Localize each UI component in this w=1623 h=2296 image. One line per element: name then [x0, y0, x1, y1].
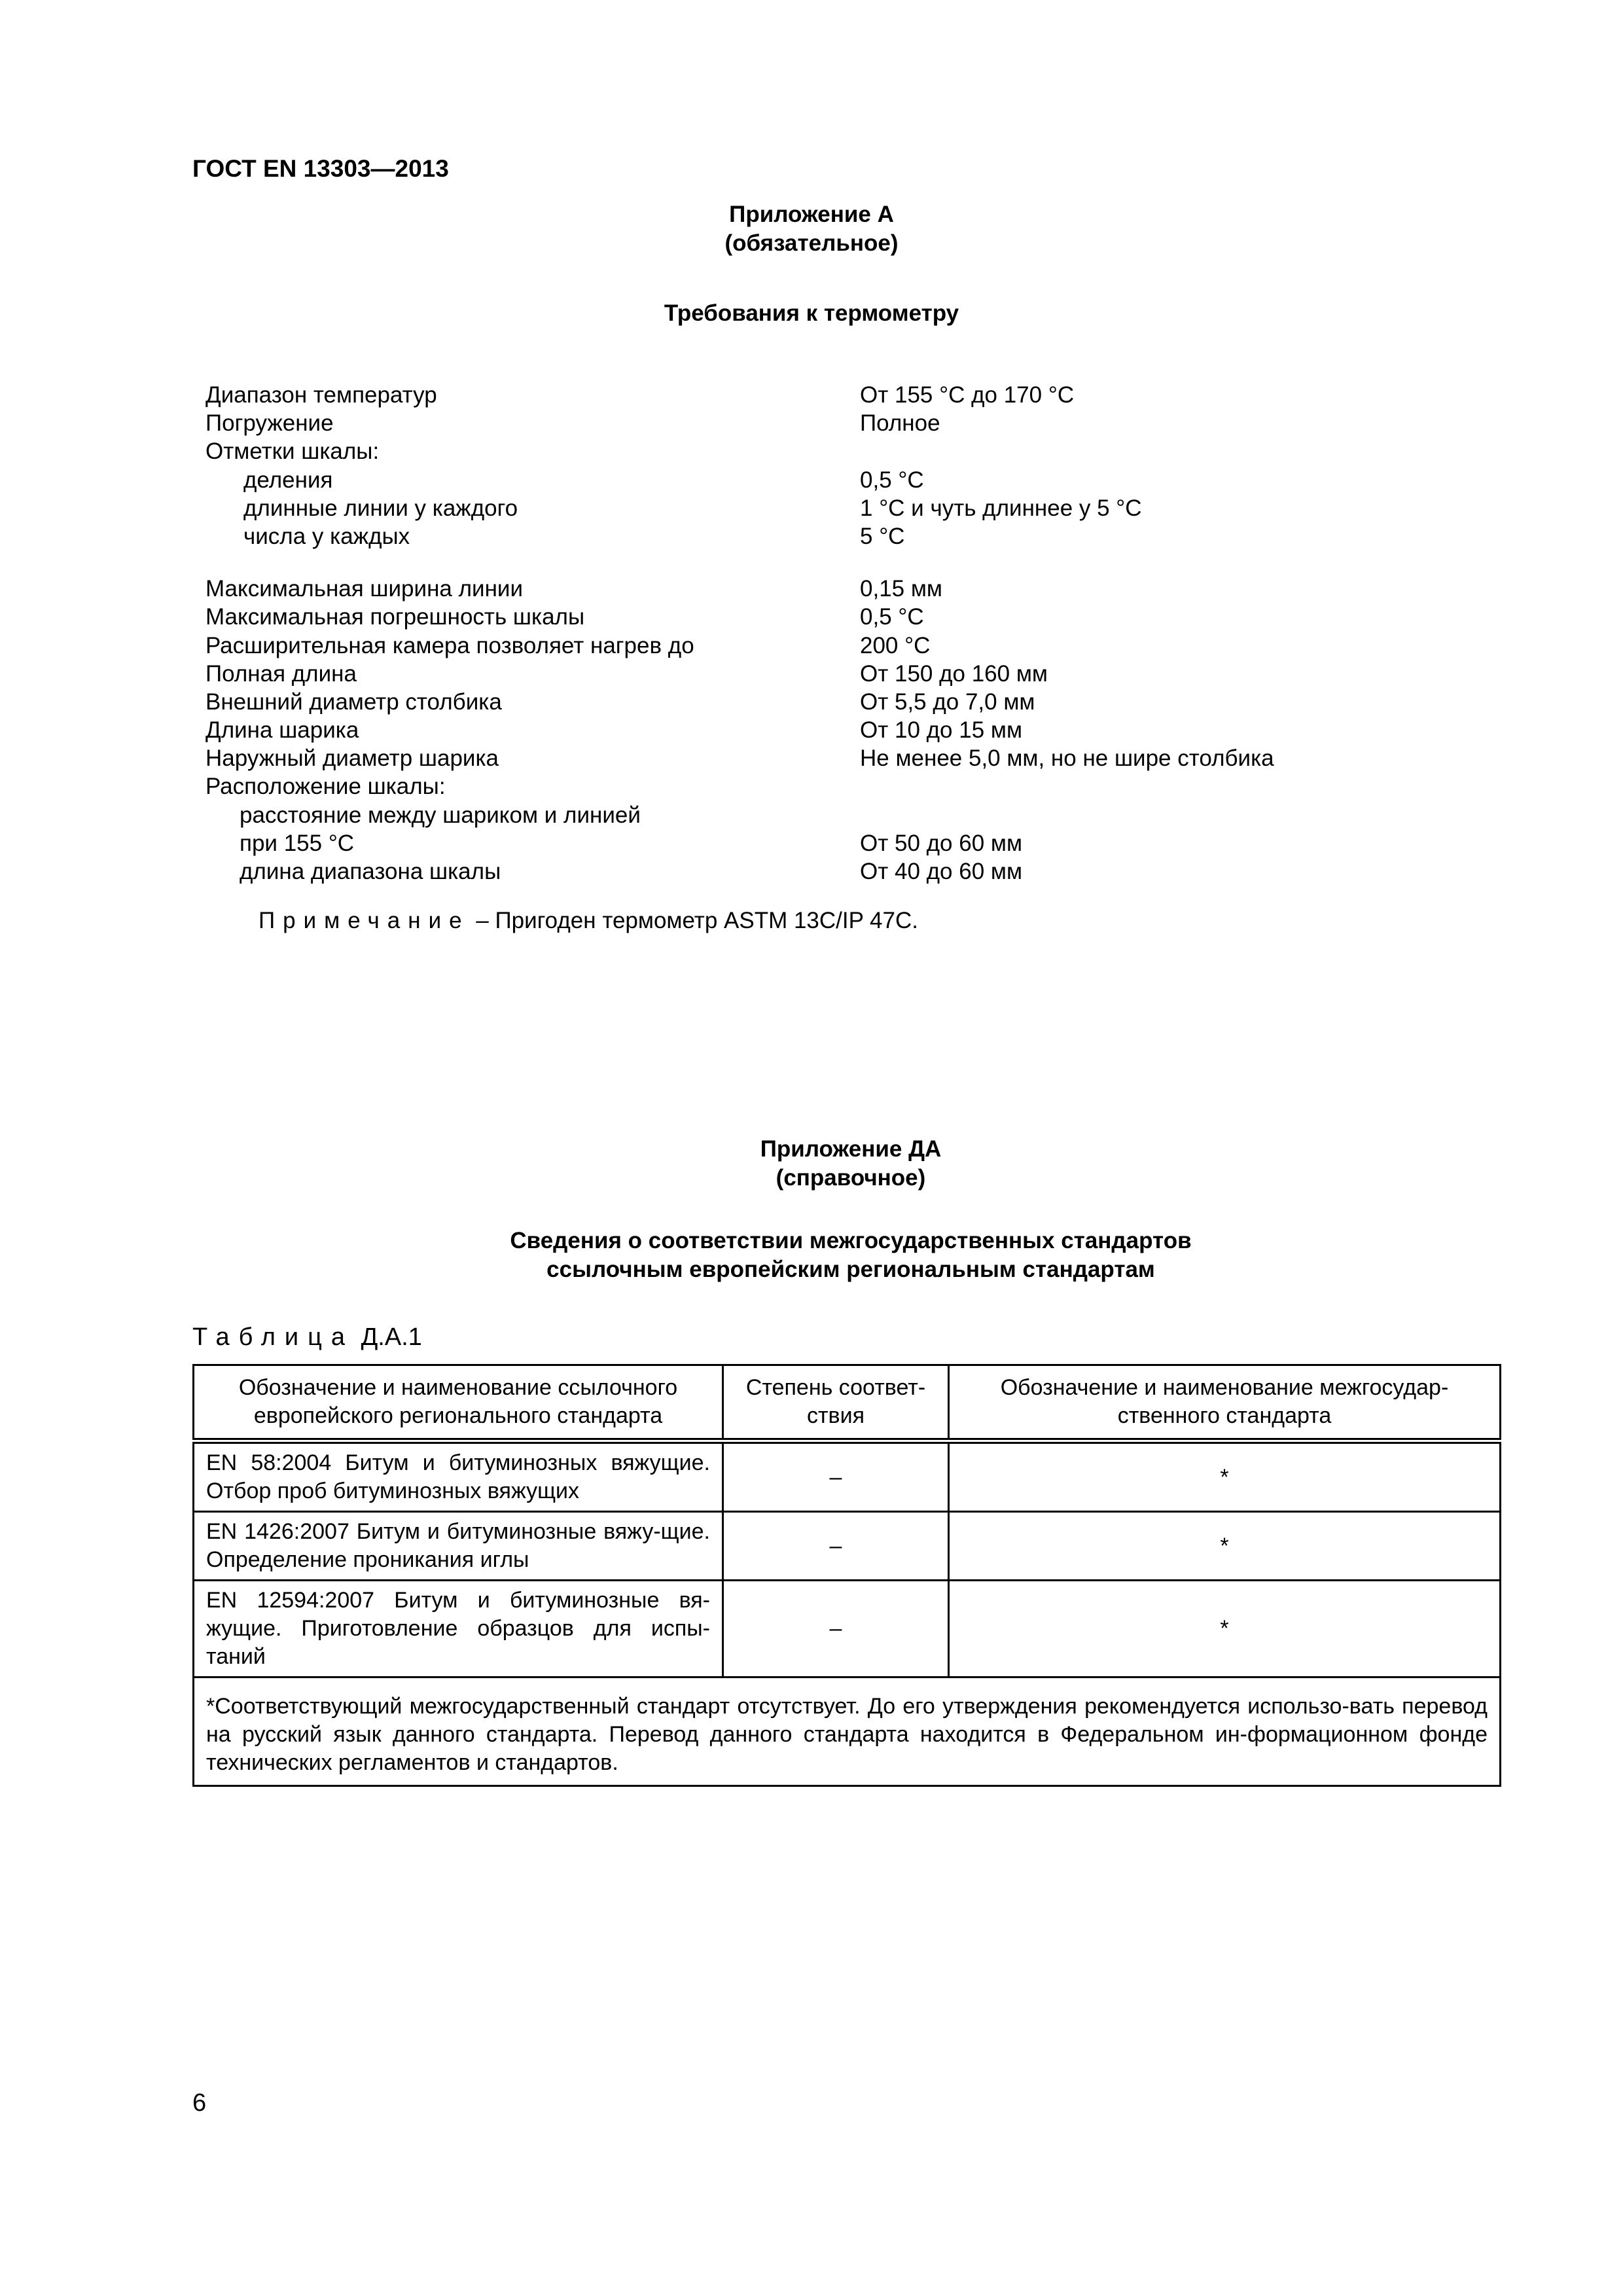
- requirement-label: Длина шарика: [205, 717, 359, 744]
- requirement-row: [205, 744, 1449, 772]
- cell-interstate-standard: *: [949, 1581, 1501, 1677]
- requirement-value: От 5,5 до 7,0 мм: [860, 689, 1035, 715]
- spacer: [205, 550, 1449, 575]
- requirement-label: числа у каждых: [243, 523, 410, 549]
- requirement-label: Максимальная ширина линии: [205, 576, 523, 602]
- annex-a-heading: Требования к термометру: [664, 300, 959, 326]
- table-header-row: [194, 1365, 1501, 1441]
- table-caption-number: Д.А.1: [361, 1323, 422, 1351]
- requirement-label: при 155 °C: [240, 830, 355, 856]
- annex-a-note: [259, 906, 918, 935]
- table-row: [194, 1512, 1501, 1581]
- page-number: 6: [192, 2089, 207, 2117]
- requirement-value: [860, 437, 1449, 465]
- table-caption-word: Таблица: [192, 1323, 354, 1351]
- requirement-row: [205, 494, 1449, 522]
- requirement-row: [205, 522, 1449, 550]
- cell-degree: –: [723, 1581, 949, 1677]
- annex-da-status: (справочное): [776, 1165, 926, 1191]
- requirement-value: От 150 до 160 мм: [860, 660, 1048, 687]
- cell-degree: –: [723, 1512, 949, 1581]
- requirement-row: [205, 716, 1449, 744]
- requirement-row: [205, 381, 1449, 409]
- requirement-row: [205, 829, 1449, 857]
- cell-european-standard: EN 1426:2007 Битум и битуминозные вяжу-щие. Определение проникания иглы: [194, 1512, 723, 1581]
- requirement-value: 200 °C: [860, 632, 931, 658]
- column-header-european-standard: Обозначение и наименование ссылочного европейского регионального стандарта: [194, 1365, 723, 1441]
- annex-a-status: (обязательное): [724, 230, 899, 256]
- requirement-label: длина диапазона шкалы: [240, 859, 501, 884]
- requirement-label: Расширительная камера позволяет нагрев до: [205, 632, 694, 658]
- cell-interstate-standard: *: [949, 1512, 1501, 1581]
- requirement-value: 0,5 °C: [860, 467, 924, 493]
- requirement-label: Отметки шкалы:: [205, 439, 380, 465]
- requirement-value: 5 °C: [860, 523, 905, 549]
- requirement-row: [205, 409, 1449, 437]
- document-code: ГОСТ EN 13303—2013: [192, 155, 449, 182]
- requirement-row: [205, 603, 1449, 631]
- requirement-label: расстояние между шариком и линией: [240, 802, 641, 828]
- annex-da-heading-line1: Сведения о соответствии межгосударственных стандартов: [510, 1228, 1192, 1253]
- annex-da-heading-line2: ссылочным европейским региональным стандартам: [546, 1257, 1155, 1282]
- requirement-row: [205, 437, 1449, 465]
- requirement-row: [205, 801, 1449, 829]
- requirement-value: 0,15 мм: [860, 576, 942, 602]
- requirement-value: От 40 до 60 мм: [860, 859, 1023, 884]
- note-label: Примечание: [259, 908, 470, 933]
- requirement-label: длинные линии у каждого: [243, 495, 518, 521]
- requirement-value: Не менее 5,0 мм, но не шире столбика: [860, 745, 1274, 772]
- standards-correspondence-table: [192, 1364, 1501, 1787]
- requirement-value: [860, 772, 1449, 800]
- annex-da-title: Приложение ДА: [760, 1136, 942, 1162]
- requirement-value: 0,5 °C: [860, 604, 924, 630]
- requirement-row: [205, 632, 1449, 660]
- requirement-row: [205, 466, 1449, 494]
- requirement-row: [205, 772, 1449, 800]
- table-row: [194, 1441, 1501, 1512]
- requirement-row: [205, 688, 1449, 716]
- requirement-label: Расположение шкалы:: [205, 774, 446, 800]
- column-header-interstate-standard: Обозначение и наименование межгосудар-ственного стандарта: [949, 1365, 1501, 1441]
- table-caption: [192, 1322, 422, 1352]
- requirement-row: [205, 660, 1449, 688]
- cell-european-standard: EN 12594:2007 Битум и битуминозные вя-жущие. Приготовление образцов для испы-таний: [194, 1581, 723, 1677]
- requirement-label: деления: [243, 467, 333, 493]
- note-text: – Пригоден термометр ASTM 13C/IP 47C.: [476, 908, 918, 933]
- cell-european-standard: EN 58:2004 Битум и битуминозных вяжущие. Отбор проб битуминозных вяжущих: [194, 1441, 723, 1512]
- requirement-value: От 155 °C до 170 °C: [860, 382, 1075, 408]
- cell-degree: –: [723, 1441, 949, 1512]
- requirement-label: Наружный диаметр шарика: [205, 745, 499, 772]
- table-footnote-row: [194, 1677, 1501, 1786]
- requirement-value: Полное: [860, 410, 940, 437]
- requirement-value: [860, 801, 1449, 829]
- thermometer-requirements-list: [205, 381, 1449, 886]
- requirement-row: [205, 857, 1449, 886]
- table-row: [194, 1581, 1501, 1677]
- annex-a-title: Приложение А: [729, 202, 894, 227]
- requirement-value: 1 °C и чуть длиннее у 5 °C: [860, 495, 1142, 521]
- requirement-value: От 10 до 15 мм: [860, 717, 1023, 744]
- cell-interstate-standard: *: [949, 1441, 1501, 1512]
- table-footnote: *Соответствующий межгосударственный стандарт отсутствует. До его утверждения рекомендуется использо-вать перевод на русский язык данного стандарта. Перевод данного стандарта находится в Федеральном ин-формационном фонде технических регламентов и стандартов.: [194, 1677, 1501, 1786]
- requirement-label: Внешний диаметр столбика: [205, 689, 502, 715]
- requirement-label: Максимальная погрешность шкалы: [205, 604, 585, 630]
- requirement-label: Диапазон температур: [205, 382, 437, 408]
- requirement-value: От 50 до 60 мм: [860, 830, 1023, 856]
- requirement-label: Полная длина: [205, 660, 357, 687]
- requirement-label: Погружение: [205, 410, 334, 437]
- requirement-row: [205, 575, 1449, 603]
- column-header-degree: Степень соответ-ствия: [723, 1365, 949, 1441]
